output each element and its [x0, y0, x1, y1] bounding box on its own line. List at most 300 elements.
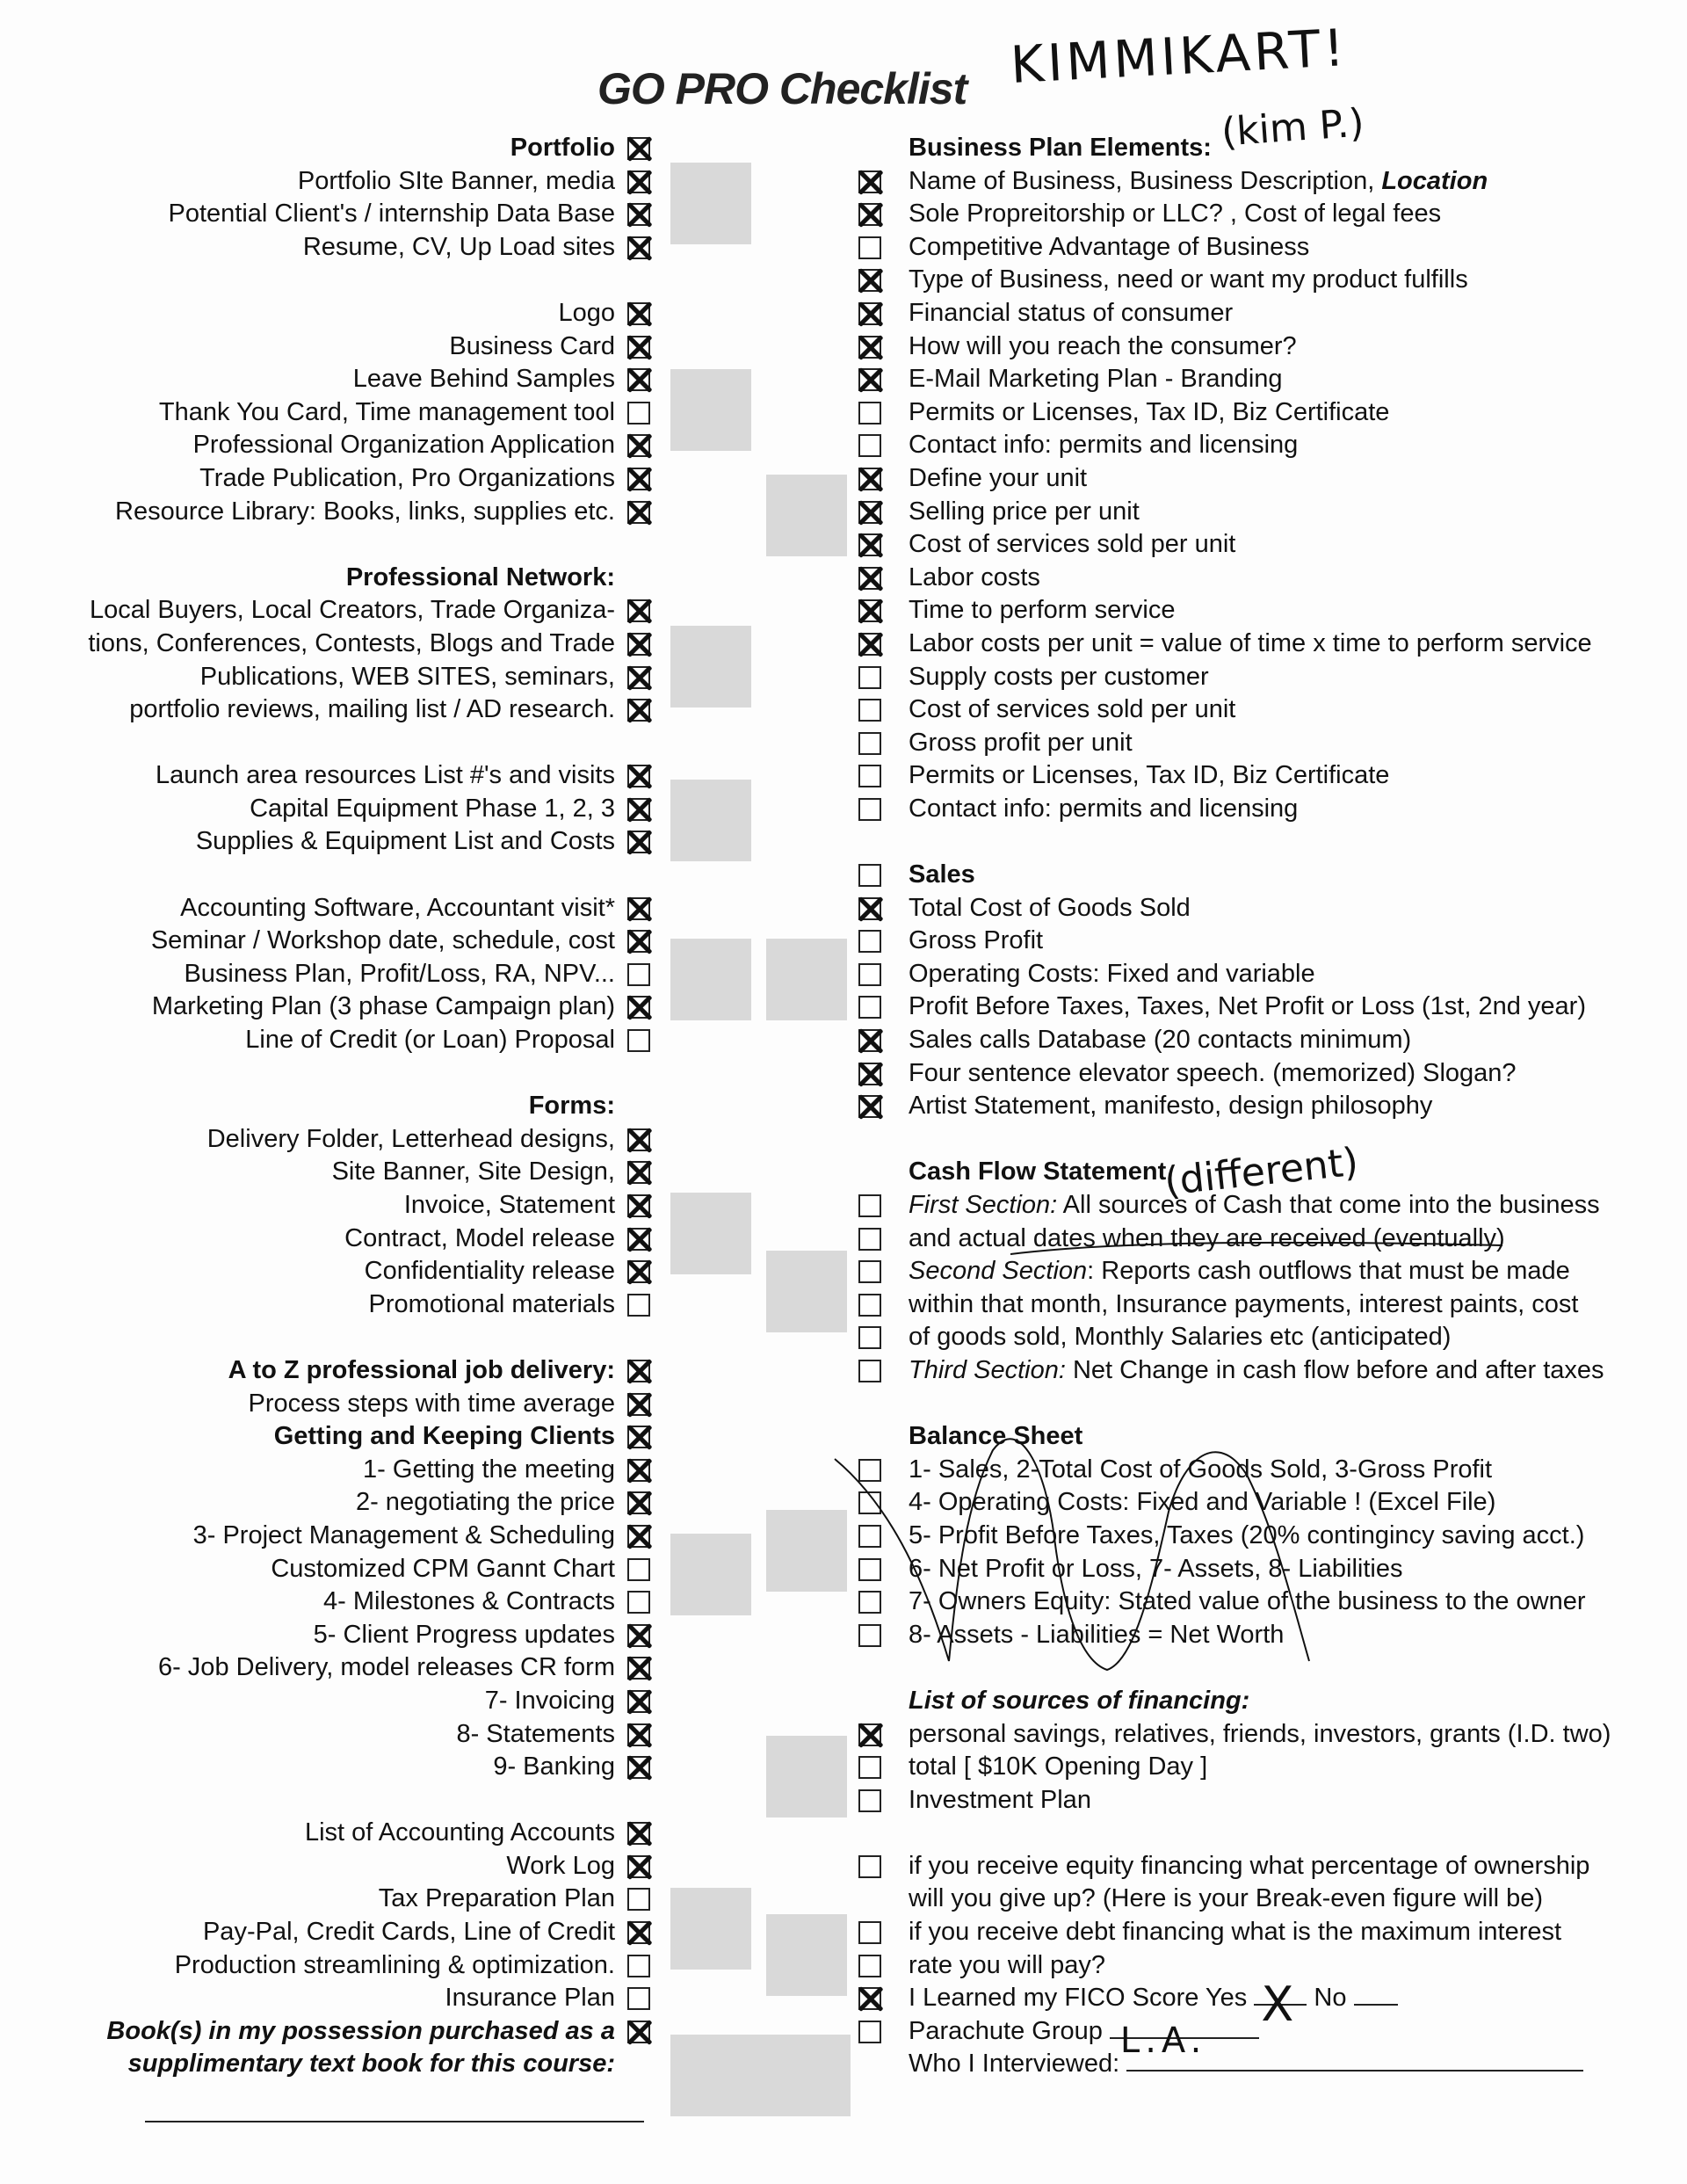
right-checklist-item — [870, 693, 1661, 727]
item-text: All sources of Cash that come into the business — [1057, 1191, 1600, 1219]
underline-scribble — [1010, 1235, 1502, 1261]
item-text: Book(s) in my possession purchased as a — [106, 2016, 615, 2045]
item-text: supplimentary text book for this course: — [127, 2050, 615, 2079]
item-text: Process steps with time average — [248, 1389, 615, 1418]
right-checklist-item — [870, 892, 1661, 925]
left-checklist-item — [53, 1223, 615, 1256]
checkbox[interactable] — [627, 599, 650, 622]
item-text: Site Banner, Site Design, — [331, 1157, 615, 1186]
checkbox[interactable] — [858, 1326, 881, 1349]
item-text: personal savings, relatives, friends, investors, grants (I.D. two) — [909, 1719, 1611, 1748]
item-label — [159, 398, 615, 426]
item-label — [870, 992, 1586, 1020]
left-checklist-item — [53, 925, 615, 958]
item-label — [870, 1059, 1517, 1087]
scribble-annotation — [817, 1397, 1344, 1696]
left-checklist-item — [53, 793, 615, 826]
checkbox[interactable] — [627, 1591, 650, 1614]
right-checklist-item — [870, 231, 1661, 265]
checkbox[interactable] — [627, 336, 650, 359]
handwritten-name: KIMMIKART! — [1009, 18, 1350, 95]
left-checklist-item — [53, 2015, 615, 2049]
right-checklist-item — [870, 628, 1661, 661]
item-text: tions, Conferences, Contests, Blogs and Trade — [88, 628, 615, 657]
item-text: Publications, WEB SITES, seminars, — [199, 662, 615, 691]
left-checklist-item — [53, 1486, 615, 1520]
right-checklist-item — [870, 1751, 1661, 1784]
spacer — [53, 528, 615, 562]
item-label — [870, 926, 1043, 954]
gray-box — [670, 1534, 751, 1615]
checkbox[interactable] — [627, 302, 650, 325]
left-checklist-item — [53, 1982, 615, 2015]
spacer — [53, 859, 615, 892]
checkbox[interactable] — [627, 1128, 650, 1151]
item-label — [870, 795, 1298, 823]
checkbox[interactable] — [858, 1756, 881, 1779]
checkbox[interactable] — [627, 402, 650, 424]
left-checklist-item — [53, 1354, 615, 1388]
handwritten-fico-mark: X — [1261, 1977, 1294, 2033]
left-checklist-item — [53, 1883, 615, 1916]
item-label — [344, 1224, 615, 1252]
item-text: Portfolio SIte Banner, media — [297, 166, 615, 195]
item-text: Supplies & Equipment List and Costs — [195, 827, 615, 856]
checkbox[interactable] — [627, 831, 650, 853]
checkbox[interactable] — [627, 1228, 650, 1251]
item-label — [158, 1653, 615, 1681]
checkbox[interactable] — [858, 368, 881, 391]
left-checklist-item — [53, 661, 615, 694]
checkbox[interactable] — [627, 765, 650, 787]
checkbox[interactable] — [858, 1095, 881, 1118]
checkbox[interactable] — [627, 1194, 650, 1217]
left-checklist-item — [53, 165, 615, 199]
item-label — [870, 1290, 1578, 1318]
checkbox[interactable] — [858, 1360, 881, 1382]
item-text: Name of Business, Business Description, — [909, 166, 1382, 195]
item-label — [870, 729, 1133, 757]
checkbox[interactable] — [858, 1789, 881, 1812]
checkbox[interactable] — [627, 1756, 650, 1779]
checkbox[interactable] — [858, 1260, 881, 1283]
item-label — [193, 1521, 615, 1549]
item-text: Gross Profit — [909, 926, 1044, 955]
right-checklist-item — [870, 1354, 1661, 1388]
checkbox[interactable] — [858, 171, 881, 193]
right-checklist-item — [870, 1916, 1661, 1949]
item-text: Professional Organization Application — [192, 431, 615, 460]
item-text: Business Plan, Profit/Loss, RA, NPV... — [184, 959, 615, 988]
fico-yes-blank[interactable] — [1254, 1977, 1307, 2033]
checkbox[interactable] — [858, 1987, 881, 2010]
item-text: Net Change in cash flow before and after taxes — [1065, 1355, 1604, 1384]
left-checklist-item — [53, 594, 615, 628]
item-label — [156, 761, 615, 789]
right-checklist-item — [870, 528, 1661, 562]
right-checklist-item — [870, 396, 1661, 430]
checkbox[interactable] — [627, 1855, 650, 1878]
item-text: E-Mail Marketing Plan - Branding — [909, 365, 1283, 394]
item-label — [250, 795, 615, 823]
checkbox[interactable] — [627, 1161, 650, 1184]
left-checklist-item — [53, 1388, 615, 1421]
checkbox[interactable] — [627, 1491, 650, 1514]
checkbox[interactable] — [858, 567, 881, 590]
item-text: Work Log — [506, 1851, 615, 1880]
checkbox[interactable] — [627, 1921, 650, 1944]
item-text: Trade Publication, Pro Organizations — [199, 463, 615, 492]
checkbox[interactable] — [627, 1029, 650, 1052]
item-text: 8- Assets - Liabilities = Net Worth — [909, 1620, 1285, 1649]
left-checklist-item — [53, 1553, 615, 1586]
left-checklist-item — [53, 825, 615, 859]
right-checklist-item — [870, 1883, 1661, 1916]
checkbox[interactable] — [627, 236, 650, 259]
checkbox[interactable] — [858, 765, 881, 787]
item-label — [493, 1752, 615, 1781]
right-checklist-item — [870, 594, 1661, 628]
item-label — [207, 1125, 615, 1153]
left-checklist-item — [53, 1685, 615, 1718]
item-label — [870, 299, 1233, 327]
item-label — [870, 134, 1212, 162]
item-label — [353, 365, 615, 393]
checkbox[interactable] — [627, 996, 650, 1019]
item-text: Competitive Advantage of Business — [909, 232, 1310, 261]
item-text: Profit Before Taxes, Taxes, Net Profit or Loss (1st, 2nd year) — [909, 992, 1586, 1021]
checkbox[interactable] — [627, 1657, 650, 1680]
item-text: Selling price per unit — [909, 497, 1140, 526]
item-label — [365, 1257, 615, 1285]
handwritten-nickname: (kim P.) — [1220, 100, 1366, 156]
left-checklist-item — [53, 1255, 615, 1288]
item-emphasis: Location — [1381, 166, 1488, 195]
right-checklist-item — [870, 132, 1661, 165]
checkbox[interactable] — [858, 897, 881, 920]
checkbox[interactable] — [627, 2021, 650, 2043]
item-label — [379, 1884, 615, 1912]
spacer — [870, 1817, 1661, 1850]
checkbox[interactable] — [858, 798, 881, 821]
left-checklist-item — [53, 330, 615, 364]
checkbox[interactable] — [627, 434, 650, 457]
checkbox[interactable] — [858, 732, 881, 755]
item-label — [332, 1157, 615, 1186]
right-checklist-item — [870, 759, 1661, 793]
checkbox[interactable] — [858, 996, 881, 1019]
spacer — [53, 1784, 615, 1818]
checkbox[interactable] — [627, 1888, 650, 1911]
item-text: 2- negotiating the price — [355, 1488, 615, 1517]
fico-no-blank[interactable] — [1354, 2004, 1398, 2006]
page-title: GO PRO Checklist — [597, 64, 967, 113]
item-text: 6- Job Delivery, model releases CR form — [157, 1653, 615, 1682]
item-label — [271, 1555, 615, 1583]
item-text: Thank You Card, Time management tool — [158, 397, 615, 426]
left-checklist-item — [53, 1949, 615, 1983]
item-label — [870, 1951, 1105, 1979]
checkbox[interactable] — [858, 1063, 881, 1085]
checkbox[interactable] — [858, 203, 881, 226]
checkbox[interactable] — [858, 269, 881, 292]
item-label — [870, 1786, 1091, 1814]
item-label — [870, 860, 975, 889]
right-checklist-item — [870, 1321, 1661, 1354]
left-checklist-item — [53, 1288, 615, 1322]
left-checklist-item — [53, 297, 615, 330]
left-checklist-item — [53, 1651, 615, 1685]
right-checklist-item — [870, 1784, 1661, 1818]
item-text: Resource Library: Books, links, supplies etc. — [115, 497, 615, 526]
item-label — [106, 2017, 615, 2045]
checkbox[interactable] — [858, 963, 881, 986]
item-label — [199, 464, 615, 492]
left-checklist-item — [53, 363, 615, 396]
checkbox[interactable] — [858, 501, 881, 524]
item-label — [184, 960, 615, 988]
checkbox[interactable] — [858, 599, 881, 622]
right-checklist-item — [870, 462, 1661, 496]
checkbox[interactable] — [627, 1426, 650, 1448]
checkbox[interactable] — [858, 1228, 881, 1251]
checkbox[interactable] — [858, 633, 881, 656]
item-text: Portfolio — [510, 134, 615, 162]
checkbox[interactable] — [858, 434, 881, 457]
item-label — [151, 926, 615, 954]
gray-box — [670, 1193, 751, 1274]
checkbox[interactable] — [627, 963, 650, 986]
item-text: Seminar / Workshop date, schedule, cost — [150, 926, 615, 955]
item-text: Operating Costs: Fixed and variable — [909, 959, 1315, 988]
spacer — [53, 1057, 615, 1091]
checkbox[interactable] — [627, 1822, 650, 1845]
right-checklist-item — [870, 1718, 1661, 1752]
checkbox[interactable] — [858, 1921, 881, 1944]
interviewed-blank[interactable] — [1126, 2070, 1583, 2072]
item-text: total [ $10K Opening Day ] — [909, 1752, 1208, 1781]
item-label — [870, 265, 1468, 294]
item-text: Line of Credit (or Loan) Proposal — [245, 1026, 615, 1055]
checkbox[interactable] — [858, 930, 881, 953]
item-text: Getting and Keeping Clients — [273, 1422, 615, 1451]
item-text: Forms: — [528, 1092, 615, 1121]
left-checklist-item — [53, 1751, 615, 1784]
checkbox[interactable] — [627, 1260, 650, 1283]
item-label — [128, 2050, 615, 2078]
item-label — [870, 563, 1040, 591]
item-text: Potential Client's / internship Data Base — [168, 200, 615, 229]
checkbox[interactable] — [627, 1987, 650, 2010]
checkbox[interactable] — [858, 1294, 881, 1317]
checkbox[interactable] — [627, 1690, 650, 1713]
item-label — [193, 431, 615, 459]
item-text: Type of Business, need or want my product fulfills — [909, 265, 1468, 294]
left-checklist-item — [53, 496, 615, 529]
right-checklist-item — [870, 1850, 1661, 1883]
gray-box — [766, 1251, 847, 1332]
item-label — [870, 1720, 1611, 1748]
checkbox[interactable] — [627, 1955, 650, 1977]
checkbox[interactable] — [858, 1723, 881, 1746]
checkbox[interactable] — [627, 1360, 650, 1382]
item-label — [558, 299, 615, 327]
gray-box — [670, 939, 751, 1020]
checkbox[interactable] — [627, 468, 650, 490]
item-label — [449, 332, 615, 360]
item-label — [115, 497, 615, 526]
checkbox[interactable] — [858, 302, 881, 325]
item-text: Artist Statement, manifesto, design philosophy — [909, 1092, 1433, 1121]
left-checklist-item — [53, 1156, 615, 1189]
checkbox[interactable] — [858, 402, 881, 424]
gray-box — [766, 475, 847, 556]
item-text: Labor costs — [909, 562, 1040, 591]
left-checklist-item — [53, 1916, 615, 1949]
checkbox[interactable] — [858, 1194, 881, 1217]
item-label — [506, 1852, 615, 1880]
item-label — [870, 1157, 1166, 1186]
left-column — [53, 132, 615, 2081]
item-text: I Learned my FICO Score Yes — [909, 1984, 1255, 2013]
item-label — [129, 695, 615, 723]
item-text: : Reports cash outflows that must be made — [1087, 1257, 1570, 1286]
checkbox[interactable] — [627, 1723, 650, 1746]
left-checklist-item — [53, 396, 615, 430]
item-text: within that month, Insurance payments, interest paints, cost — [909, 1289, 1579, 1318]
item-label — [249, 1389, 615, 1418]
item-label — [152, 992, 615, 1020]
item-text: A to Z professional job delivery: — [228, 1355, 615, 1384]
item-label — [870, 2016, 1259, 2061]
item-text: How will you reach the consumer? — [909, 331, 1297, 360]
left-checklist-item — [53, 1520, 615, 1553]
item-text: rate you will pay? — [909, 1950, 1106, 1979]
section-lead: Second Section — [909, 1257, 1088, 1286]
checkbox[interactable] — [627, 1525, 650, 1548]
checkbox[interactable] — [858, 1855, 881, 1878]
item-label — [485, 1687, 615, 1715]
checkbox[interactable] — [858, 699, 881, 722]
item-label — [870, 629, 1592, 657]
checkbox[interactable] — [627, 897, 650, 920]
checkbox[interactable] — [627, 171, 650, 193]
spacer — [870, 825, 1661, 859]
item-label — [870, 233, 1309, 261]
book-title-line — [145, 2121, 644, 2122]
item-label — [870, 365, 1283, 393]
right-checklist-item — [870, 925, 1661, 958]
left-checklist-item — [53, 1817, 615, 1850]
checkbox[interactable] — [858, 1029, 881, 1052]
item-text: 1- Getting the meeting — [363, 1455, 615, 1484]
item-label — [870, 332, 1297, 360]
item-text: will you give up? (Here is your Break-even figure will be) — [909, 1884, 1544, 1913]
checkbox[interactable] — [627, 501, 650, 524]
item-label — [363, 1455, 615, 1484]
item-label — [175, 1951, 615, 1979]
item-text: 1- Sales, 2-Total Cost of Goods Sold, 3-Gross Profit — [909, 1455, 1493, 1484]
parachute-group-blank[interactable] — [1110, 2020, 1259, 2061]
item-text: Professional Network: — [345, 562, 615, 591]
item-text: Pay-Pal, Credit Cards, Line of Credit — [202, 1918, 615, 1947]
item-text: Local Buyers, Local Creators, Trade Organiza- — [90, 596, 615, 625]
checkbox[interactable] — [627, 203, 650, 226]
left-checklist-item — [53, 1420, 615, 1454]
left-checklist-item — [53, 1585, 615, 1619]
left-checklist-item — [53, 759, 615, 793]
item-label — [314, 1621, 615, 1649]
checkbox[interactable] — [858, 336, 881, 359]
checkbox[interactable] — [858, 864, 881, 887]
item-label — [870, 431, 1298, 459]
checkbox[interactable] — [627, 1624, 650, 1647]
section-lead: First Section: — [909, 1191, 1058, 1219]
checkbox[interactable] — [627, 930, 650, 953]
item-label — [870, 1884, 1543, 1912]
checkbox[interactable] — [858, 2021, 881, 2043]
item-text: portfolio reviews, mailing list / AD research. — [129, 695, 615, 724]
item-label — [445, 1984, 615, 2012]
checkbox[interactable] — [627, 699, 650, 722]
right-checklist-item — [870, 297, 1661, 330]
checkbox[interactable] — [627, 1459, 650, 1482]
left-checklist-item — [53, 1454, 615, 1487]
item-text: Business Plan Elements: — [909, 134, 1212, 162]
checkbox[interactable] — [858, 1955, 881, 1977]
item-label — [870, 761, 1389, 789]
item-label — [169, 200, 615, 228]
checkbox[interactable] — [858, 666, 881, 689]
item-text: 8- Statements — [456, 1719, 615, 1748]
gray-box — [766, 1914, 847, 1996]
checkbox[interactable] — [627, 137, 650, 160]
right-checklist-item — [870, 363, 1661, 396]
item-label — [870, 1752, 1207, 1781]
item-label — [356, 1488, 615, 1516]
checkbox[interactable] — [627, 1294, 650, 1317]
checkbox[interactable] — [627, 1558, 650, 1581]
checkbox[interactable] — [627, 633, 650, 656]
item-text: Four sentence elevator speech. (memorized) Slogan? — [909, 1058, 1517, 1087]
checkbox[interactable] — [858, 533, 881, 556]
item-text: List of Accounting Accounts — [304, 1818, 615, 1847]
item-label — [870, 695, 1235, 723]
item-text: Delivery Folder, Letterhead designs, — [206, 1124, 615, 1153]
item-text: Leave Behind Samples — [352, 365, 615, 394]
item-text: Tax Preparation Plan — [378, 1884, 615, 1913]
right-checklist-item — [870, 264, 1661, 297]
gray-box — [766, 939, 847, 1020]
item-text: 7- Invoicing — [484, 1686, 615, 1715]
right-checklist-item — [870, 165, 1661, 199]
left-checklist-item — [53, 132, 615, 165]
checkbox[interactable] — [627, 798, 650, 821]
item-label — [870, 167, 1488, 195]
checkbox[interactable] — [627, 666, 650, 689]
item-text: Cost of services sold per unit — [909, 530, 1236, 559]
checkbox[interactable] — [858, 468, 881, 490]
checkbox[interactable] — [627, 368, 650, 391]
item-label — [200, 663, 615, 691]
item-label — [870, 497, 1140, 526]
right-checklist-item — [870, 2015, 1661, 2061]
gray-box — [670, 1888, 751, 1970]
checkbox[interactable] — [858, 236, 881, 259]
checkbox[interactable] — [627, 1393, 650, 1416]
item-text: Launch area resources List #'s and visits — [156, 761, 615, 790]
right-checklist-item — [870, 198, 1661, 231]
